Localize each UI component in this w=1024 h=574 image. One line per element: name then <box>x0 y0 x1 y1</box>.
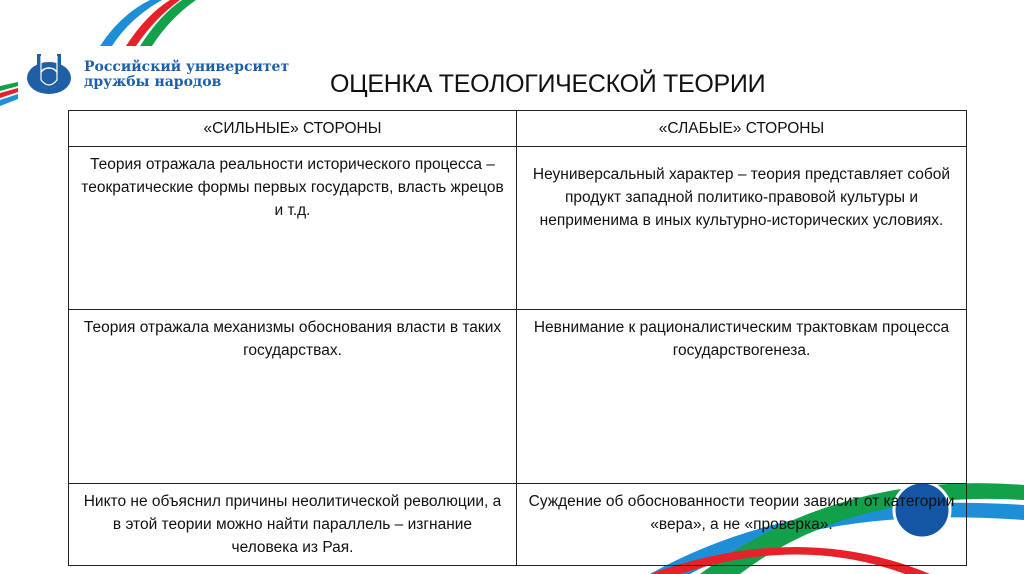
globe-logo-icon <box>24 50 74 100</box>
logo-line-2: дружбы народов <box>84 74 222 90</box>
table-header-row <box>69 111 967 147</box>
table-row <box>69 310 967 484</box>
header-strengths: «СИЛЬНЫЕ» СТОРОНЫ <box>69 111 517 147</box>
left-ribbon-icon <box>0 82 18 106</box>
strength-cell: Никто не объяснил причины неолитической революции, а в этой теории можно найти параллель – изгнание человека из Рая. <box>69 484 517 566</box>
weakness-cell: Неуниверсальный характер – теория представляет собой продукт западной политико-правовой культуры и неприменима в иных культурно-исторических условиях. <box>517 147 967 310</box>
university-logo <box>24 50 289 100</box>
strength-cell: Теория отражала механизмы обоснования власти в таких государствах. <box>69 310 517 484</box>
weakness-cell: Суждение об обоснованности теории зависит от категории «вера», а не «проверка». <box>517 484 967 566</box>
table-row <box>69 147 967 310</box>
evaluation-table <box>68 110 967 566</box>
strength-cell: Теория отражала реальности исторического процесса – теократические формы первых государств, власть жрецов и т.д. <box>69 147 517 310</box>
logo-line-1: Российский университет <box>84 59 290 75</box>
weakness-cell: Невнимание к рационалистическим трактовкам процесса государствогенеза. <box>517 310 967 484</box>
slide-title: ОЦЕНКА ТЕОЛОГИЧЕСКОЙ ТЕОРИИ <box>330 70 766 98</box>
top-ribbon-icon <box>100 0 196 46</box>
table-row <box>69 484 967 566</box>
header-weaknesses: «СЛАБЫЕ» СТОРОНЫ <box>517 111 967 147</box>
